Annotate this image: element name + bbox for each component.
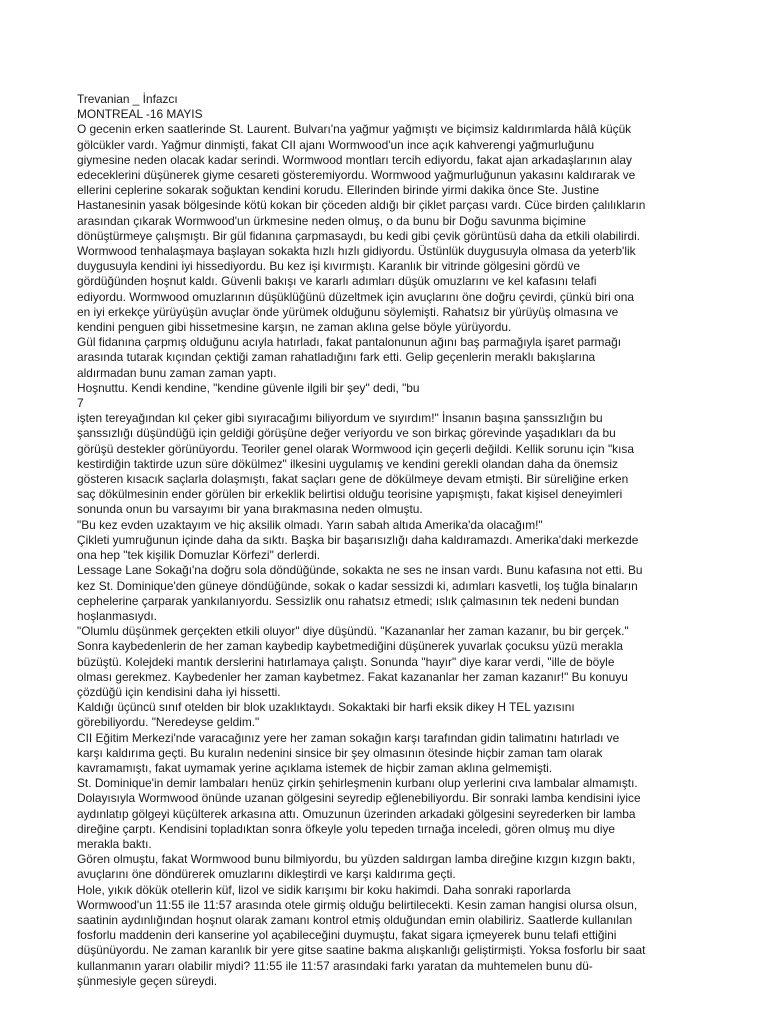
text-line: Sonra kaybedenlerin de her zaman kaybedip kaybetmediğini düşünerek yuvarlak çocuksu yüzü merakla [77,639,623,654]
text-line: Hoşnuttu. Kendi kendine, "kendine güvenle ilgili bir şey" dedi, "bu [77,380,420,395]
text-line: şanssızlığı düşündüğü için geldiği görüşüne değer veriyordu ve son birkaç görevinde yaşadıkları da bu [77,426,616,441]
text-line: ediyordu. Wormwood omuzlarının düşüklüğünü düzeltmek için avuçlarını öne doğru çevirdi, çünkü biri ona [77,289,634,304]
text-line: kendini penguen gibi hissetmesine karşın, ne zaman aklına gelse böyle yürüyordu. [77,320,512,335]
text-line: arasından çıkarak Wormwood'un ürkmesine neden olmuş, o da bunu bir Doğu savunma biçimine [77,213,586,228]
text-line: giymesine neden olacak kadar serindi. Wormwood montları tercih ediyordu, fakat ajan arkadaşlarının alay [77,152,632,167]
text-line: St. Dominique'in demir lambaları henüz çirkin şehirleşmenin kurbanı olup yerlerini cıva lambalar almamıştı. [77,776,638,791]
text-line: görüşü destekler görünüyordu. Teoriler genel olarak Wormwood için geçerli değildi. Kellik sorunu için "kısa [77,441,634,456]
text-line: aldırmadan bunu zaman zaman yaptı. [77,365,277,380]
text-line: arasında tutarak kıçından çektiği zaman rahatladığını fark etti. Gelip geçenlerin meraklı bakışlarına [77,350,596,365]
text-line: Wormwood'un 11:55 ile 11:57 arasında otele girmiş olduğu belirtilecekti. Kesin zaman hangisi olursa olsun, [77,897,638,912]
text-line: Kaldığı üçüncü sınıf otelden bir blok uzaklıktaydı. Sokaktaki bir harfi eksik dikey H TEL yazısını [77,700,575,715]
text-line: edeceklerini düşünerek giyme cesareti gösteremiyordu. Wormwood yağmurluğunun yakasını kaldırarak ve [77,168,636,183]
document-page [77,92,697,989]
text-line: kullanmanın yararı olabilir miydi? 11:55 ile 11:57 arasındaki farkı yaratan da muhtemelen bunu dü- [77,958,593,973]
text-line: CII Eğitim Merkezi'nde varacağınız yere her zaman sokağın karşı tarafından gidin talimatını hatırladı ve [77,730,620,745]
text-line: direğine çarptı. Kendisini topladıktan sonra öfkeyle yolu tepeden tırnağa inceledi, gören olmuş mu diye [77,821,616,836]
text-line: görebiliyordu. "Neredeyse geldim." [77,715,260,730]
text-line: Gören olmuştu, fakat Wormwood bunu bilmiyordu, bu yüzden saldırgan lamba direğine kızgın kızgın baktı, [77,852,636,867]
text-line: ellerini ceplerine sokarak soğuktan kendini korudu. Ellerinden birinde yirmi dakika önce Ste. Justine [77,183,600,198]
text-line: kavramamıştı, fakat uymamak yerine açıklama istemek de hiçbir zaman aklına gelmemişti. [77,760,553,775]
text-line: avuçlarını öne döndürerek omuzlarını dikleştirdi ve karşı kaldırıma geçti. [77,867,456,882]
text-line: Dolayısıyla Wormwood önünde uzanan gölgesini seyredip eğlenebiliyordu. Bir sonraki lamba kendisini iyice [77,791,641,806]
text-line: saatinin aydınlığından hoşnut olarak zamanı kontrol etmiş olduğundan emin olabiliriz. Saatlerde kullanılan [77,912,633,927]
text-line: gördüğünden hoşnut kaldı. Güvenli bakışı ve kararlı adımları düşük omuzlarını ve kel kafasını telafi [77,274,597,289]
text-line: Hastanesinin yasak bölgesinde kötü kokan bir çöceden aldığı bir çiklet parçası vardı. Cüce birden çalılıkların [77,198,646,213]
text-line: dönüştürmeye çalışmıştı. Bir gül fidanına çarpmasaydı, bu kedi gibi çevik görüntüsü daha da etkili olabilirdi. [77,228,641,243]
text-line: işten tereyağından kıl çeker gibi sıyıracağımı biliyordum ve sıyırdım!" İnsanın başına şanssızlığın bu [77,411,603,426]
text-line: duygusuyla kendini iyi hissediyordu. Bu kez işi kıvırmıştı. Karanlık bir vitrinde gölgesini gördü ve [77,259,580,274]
text-line: Wormwood tenhalaşmaya başlayan sokakta hızlı hızlı gidiyordu. Üstünlük duygusuyla olmasa da yeterb'lik [77,244,636,259]
text-line: kestirdiğin taktirde uzun süre dökülmez" ilkesini uygulamış ve kendini gerekli olandan daha da önemsiz [77,456,618,471]
document-title: Trevanian _ İnfazcı [77,92,178,106]
text-line: merakla baktı. [77,836,152,851]
text-line: düşünüyordu. Ne zaman karanlık bir yere gitse saatine bakma alışkanlığı geliştirmişti. Yoksa fosforlu bir saat [77,943,646,958]
text-line: en iyi erkekçe yürüyüşün avuçlar önde yürümek olduğunu söylemişti. Rahatsız bir yürüyüş olmasına ve [77,304,619,319]
text-line: O gecenin erken saatlerinde St. Laurent. Bulvarı'na yağmur yağmıştı ve biçimsiz kaldırımlarda hâlâ küçük [77,122,632,137]
text-line: gölcükler vardı. Yağmur dinmişti, fakat CII ajanı Wormwood'un ince açık kahverengi yağmurluğunu [77,137,595,152]
text-line: çözdüğü için kendisini daha iyi hissetti. [77,684,281,699]
text-line: Gül fidanına çarpmış olduğunu acıyla hatırladı, fakat pantalonunun ağını baş parmağıyla işaret parmağı [77,335,621,350]
text-line: "Olumlu düşünmek gerçekten etkili oluyor" diye düşündü. "Kazananlar her zaman kazanır, bu bir gerçek." [77,624,629,639]
text-line: saç dökülmesinin ender görülen bir erkeklik belirtisi olduğu teorisine yapışmıştı, fakat kişisel deneyimleri [77,487,623,502]
text-line: gösteren kısacık saçlarla dolaşmıştı, fakat saçları gene de dökülmeye devam etmişti. Bir süreliğine erken [77,472,629,487]
text-line: cephelerine çarparak yankılanıyordu. Sessizlik onu rahatsız etmedi; ıslık çalmasının tek nedeni bundan [77,593,619,608]
text-line: kez St. Dominique'den güneye döndüğünde, sokak o kadar sessizdi ki, adımları kasvetli, loş tuğla binaların [77,578,638,593]
text-line: sonunda onun bu varsayımı bir yana bırakmasına neden olmuştu. [77,502,423,517]
text-line: hoşlanmasıydı. [77,608,157,623]
text-line: karşı kaldırıma geçti. Bu kuralın nedenini sinsice bir şey olmasının ötesinde hiçbir zaman tam olarak [77,745,603,760]
text-line: "Bu kez evden uzaktayım ve hiç aksilik olmadı. Yarın sabah altıda Amerika'da olacağım!" [77,517,543,532]
text-line: Çikleti yumruğunun içinde daha da sıktı. Başka bir başarısızlığı daha kaldıramazdı. Amerika'daki merkezde [77,532,639,547]
text-line: fosforlu maddenin deri kanserine yol açabileceğini duymuştu, fakat sigara içmeyerek bunu telafi ettiğini [77,928,617,943]
text-line: şünmesiyle geçen süreydi. [77,973,218,988]
text-line: olması gerekmez. Kaybedenler her zaman kaybetmez. Fakat kazananlar her zaman kazanır!" Bu konuyu [77,669,628,684]
text-line: ona hep "tek kişilik Domuzlar Körfezi" derlerdi. [77,548,321,563]
chapter-heading: MONTREAL -16 MAYIS [77,107,203,122]
text-line: Hole, yıkık dökük otellerin küf, lizol ve sidik karışımı bir koku hakimdi. Daha sonraki raporlarda [77,882,571,897]
text-line: aydınlatıp gölgeyi küçülterek arkasına attı. Omuzunun üzerinden arkadaki gölgesini seyrederken bir lamba [77,806,636,821]
text-line: büzüştü. Kolejdeki mantık derslerini hatırlamaya çalıştı. Sonunda "hayır" diye karar verdi, "ille de böyle [77,654,615,669]
text-line: 7 [77,396,84,411]
text-line: Lessage Lane Sokağı'na doğru sola döndüğünde, sokakta ne ses ne insan vardı. Bunu kafasına not etti. Bu [77,563,643,578]
